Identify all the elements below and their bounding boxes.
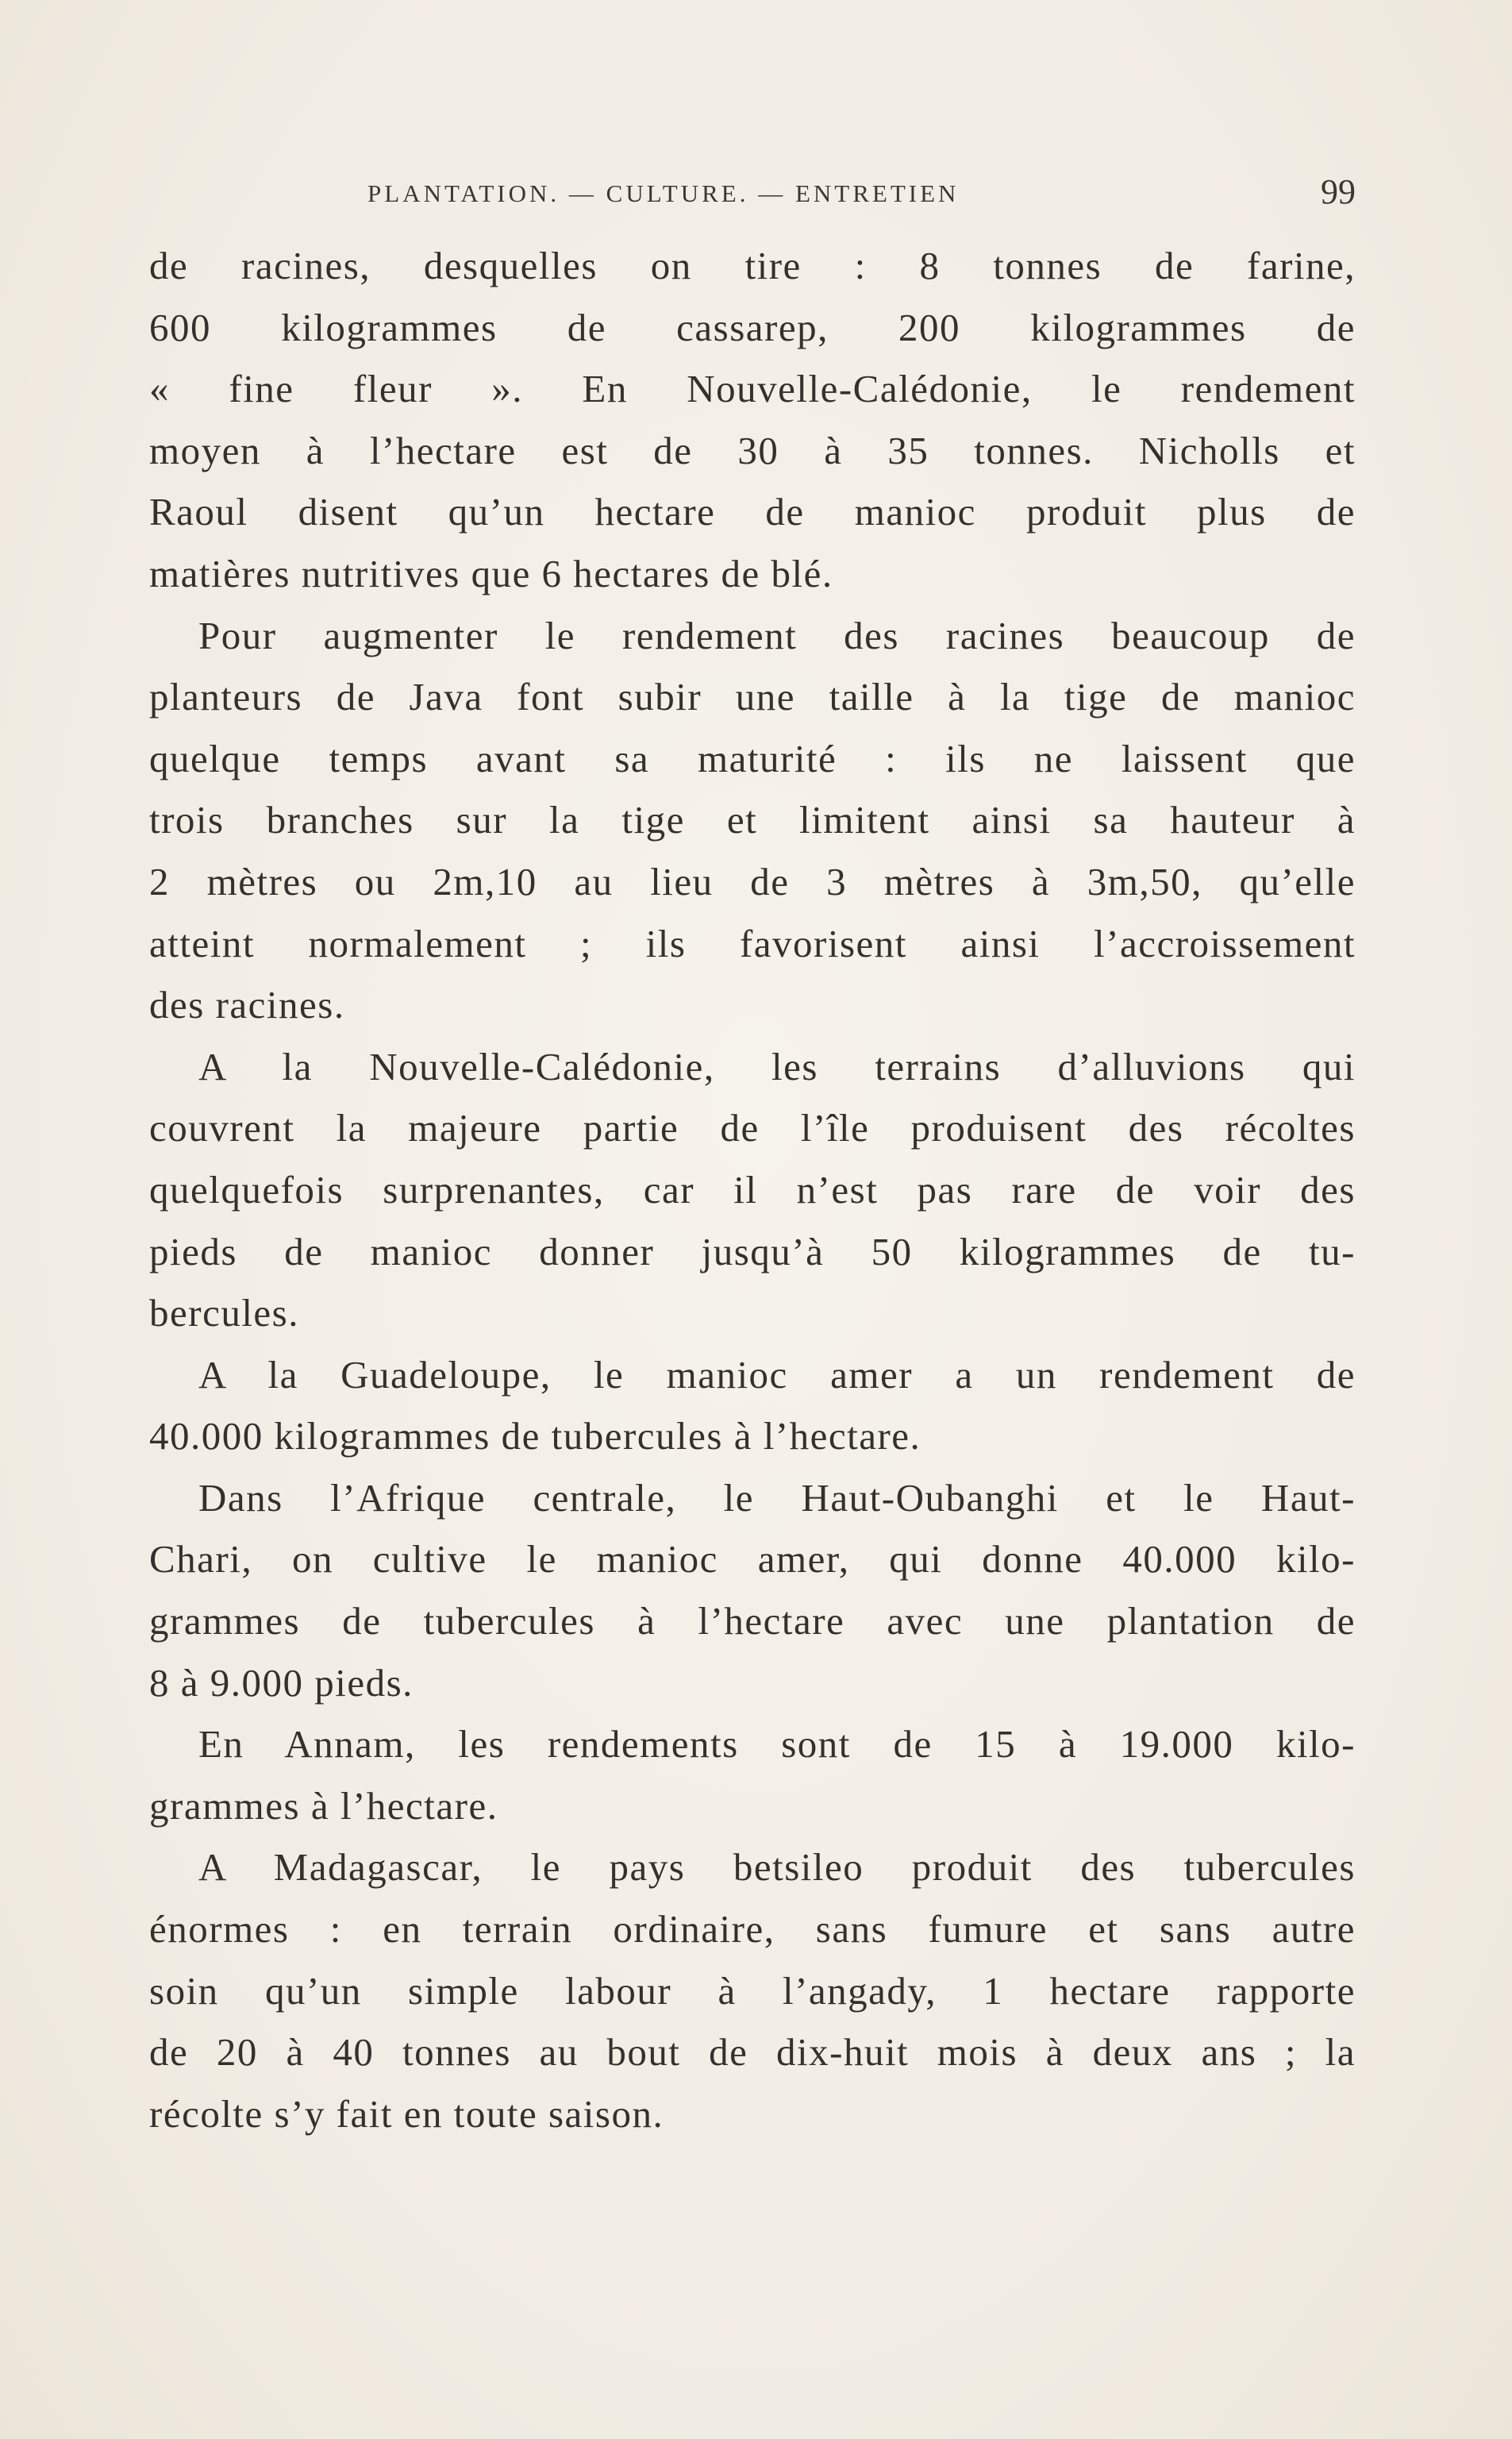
- text-line: 2 mètres ou 2m,10 au lieu de 3 mètres à 3m,50, qu’elle: [149, 859, 1356, 904]
- text-line: « fine fleur ». En Nouvelle-Calédonie, le rendement: [149, 367, 1356, 411]
- running-title: PLANTATION. — CULTURE. — ENTRETIEN: [367, 179, 960, 207]
- text-line: moyen à l’hectare est de 30 à 35 tonnes. Nicholls et: [149, 428, 1356, 472]
- text-line: 40.000 kilogrammes de tubercules à l’hectare.: [149, 1414, 921, 1458]
- body-text: [149, 235, 1356, 2144]
- text-line: pieds de manioc donner jusqu’à 50 kilogrammes de tu-: [149, 1229, 1356, 1273]
- text-line: couvrent la majeure partie de l’île produisent des récoltes: [149, 1106, 1356, 1150]
- text-line: de racines, desquelles on tire : 8 tonnes de farine,: [149, 244, 1356, 287]
- running-head: [149, 171, 1356, 219]
- text-line: Pour augmenter le rendement des racines beaucoup de: [198, 613, 1356, 657]
- text-line: matières nutritives que 6 hectares de blé.: [149, 551, 833, 595]
- text-line: grammes à l’hectare.: [149, 1783, 498, 1828]
- text-line: grammes de tubercules à l’hectare avec une plantation de: [149, 1599, 1356, 1643]
- text-line: des racines.: [149, 983, 345, 1027]
- page-number: 99: [1321, 172, 1356, 211]
- text-line: trois branches sur la tige et limitent ainsi sa hauteur à: [149, 798, 1356, 842]
- text-line: planteurs de Java font subir une taille à la tige de manioc: [149, 675, 1356, 719]
- text-line: quelquefois surprenantes, car il n’est pas rare de voir des: [149, 1167, 1356, 1212]
- text-line: A la Guadeloupe, le manioc amer a un rendement de: [198, 1352, 1356, 1397]
- text-line: énormes : en terrain ordinaire, sans fumure et sans autre: [149, 1907, 1356, 1952]
- text-line: A la Nouvelle-Calédonie, les terrains d’alluvions qui: [198, 1044, 1356, 1088]
- text-line: Chari, on cultive le manioc amer, qui donne 40.000 kilo-: [149, 1537, 1356, 1582]
- text-line: A Madagascar, le pays betsileo produit des tubercules: [198, 1845, 1356, 1890]
- text-line: Raoul disent qu’un hectare de manioc produit plus de: [149, 490, 1356, 534]
- text-line: bercules.: [149, 1291, 299, 1335]
- text-line: Dans l’Afrique centrale, le Haut-Oubanghi et le Haut-: [198, 1475, 1356, 1520]
- text-line: En Annam, les rendements sont de 15 à 19.000 kilo-: [198, 1722, 1356, 1767]
- text-line: 8 à 9.000 pieds.: [149, 1660, 414, 1705]
- text-line: soin qu’un simple labour à l’angady, 1 hectare rapporte: [149, 1968, 1356, 2013]
- text-line: de 20 à 40 tonnes au bout de dix-huit mois à deux ans ; la: [149, 2030, 1356, 2075]
- text-line: récolte s’y fait en toute saison.: [149, 2091, 664, 2136]
- text-line: 600 kilogrammes de cassarep, 200 kilogrammes de: [149, 305, 1356, 349]
- text-line: quelque temps avant sa maturité : ils ne laissent que: [149, 736, 1356, 780]
- text-line: atteint normalement ; ils favorisent ainsi l’accroissement: [149, 921, 1356, 965]
